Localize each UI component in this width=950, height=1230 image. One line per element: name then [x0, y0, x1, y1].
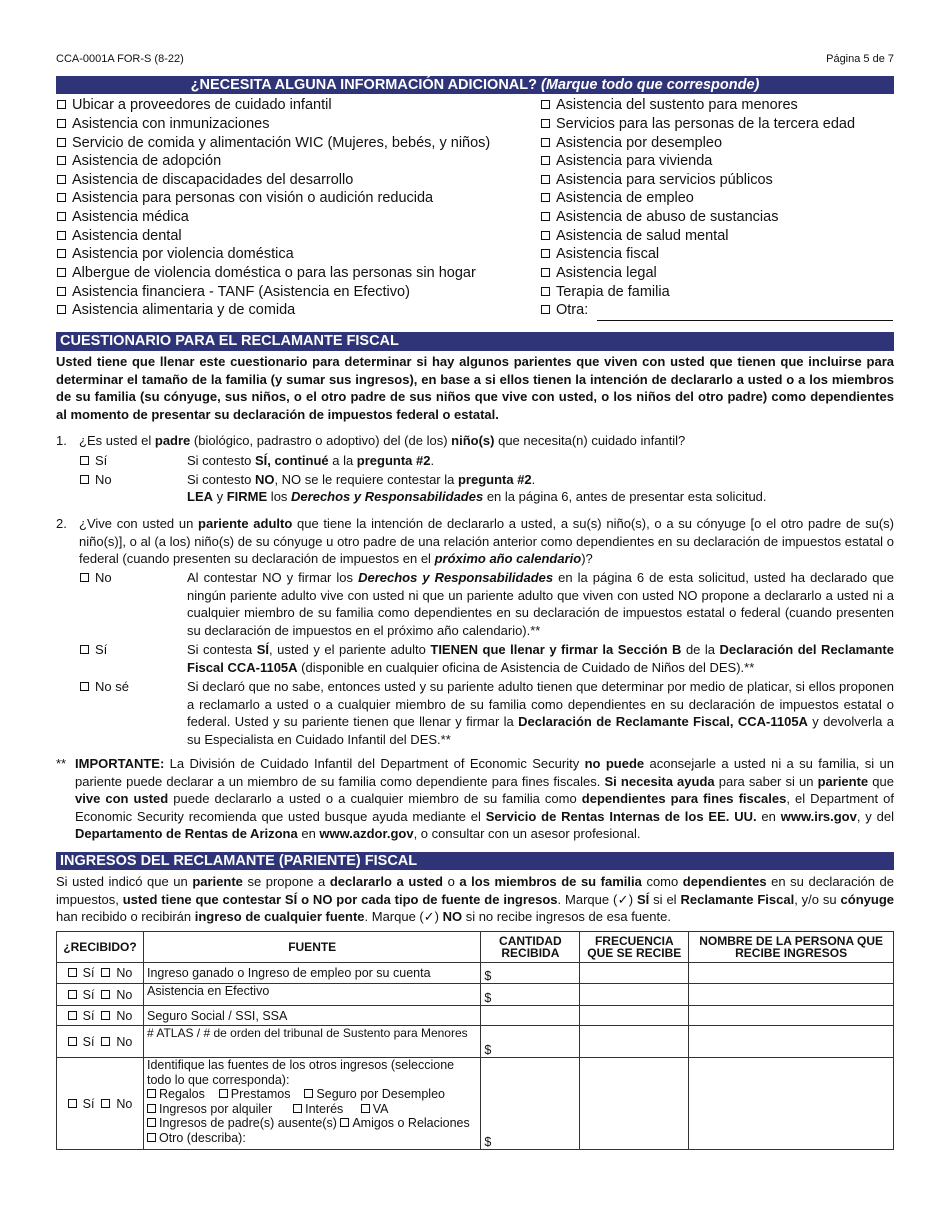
no-checkbox[interactable]: [101, 1011, 110, 1020]
recipient-cell[interactable]: [689, 963, 894, 984]
received-cell: Sí No: [57, 963, 144, 984]
income-table: [56, 931, 894, 1150]
info-option[interactable]: [541, 189, 694, 207]
info-option-label: Otra:: [556, 302, 589, 318]
checkbox[interactable]: [57, 119, 66, 128]
checkbox[interactable]: [541, 287, 550, 296]
q1-no-instruction-2: LEA y FIRME los Derechos y Responsabilidades en la página 6, antes de presentar esta solicitud.: [187, 489, 767, 504]
no-checkbox[interactable]: [101, 1037, 110, 1046]
received-cell: Sí No: [57, 1006, 144, 1026]
q1-text: ¿Es usted el padre (biológico, padrastro o adoptivo) del (de los) niño(s) que necesita(n) cuidado infantil?: [79, 433, 686, 448]
info-option[interactable]: [57, 96, 332, 114]
col-recipient: NOMBRE DE LA PERSONA QUE RECIBE INGRESOS: [689, 932, 894, 963]
info-option-label: Servicios para las personas de la tercera edad: [556, 116, 856, 132]
other-opt[interactable]: Prestamos: [219, 1087, 291, 1101]
questionnaire-banner: [56, 332, 894, 351]
checkbox[interactable]: [219, 1089, 228, 1098]
q1-no-instruction: Si contesto NO, NO se le requiere contestar la pregunta #2.: [187, 472, 536, 487]
received-cell: Sí No: [57, 1058, 144, 1150]
checkbox[interactable]: [80, 645, 89, 654]
table-row: [57, 963, 894, 984]
info-option-other[interactable]: [541, 301, 588, 319]
amount-cell[interactable]: $: [481, 1026, 580, 1058]
questionnaire-intro: Usted tiene que llenar este cuestionario para determinar si hay algunos parientes que viven con usted que tienen que incluirse para determinar el tamaño de la familia (y sumar sus ingresos), en base a si ellos tienen la intención de declararlo a usted o a los miembros de su familia (su cónyuge, sus niños, o el otro padre de sus niños que vive con usted, o los niños del otro padre) como dependientes al momento de presentar su declaración de impuestos federal o estatal.: [56, 354, 894, 422]
important-note: IMPORTANTE: La División de Cuidado Infantil del Department of Economic Security no puede aconsejarle a usted ni a su familia, si un pariente puede declarar a un miembro de su familia como dependiente para fines fiscales. Si necesita ayuda para saber si un pariente que vive con usted puede declararlo a usted o a cualquier miembro de su familia como dependientes para fines fiscales, el Department of Economic Security recomienda que usted busque ayuda mediante el Servicio de Rentas Internas de los EE. UU. en www.irs.gov, y del Departamento de Rentas de Arizona en www.azdor.gov, o consultar con un asesor profesional.: [75, 756, 895, 841]
checkbox[interactable]: [57, 231, 66, 240]
no-checkbox[interactable]: [101, 990, 110, 999]
yes-checkbox[interactable]: [68, 968, 77, 977]
info-option-label: Terapia de familia: [556, 284, 670, 300]
questionnaire-title: CUESTIONARIO PARA EL RECLAMANTE FISCAL: [60, 333, 399, 349]
info-option[interactable]: [57, 115, 269, 133]
note-mark: **: [56, 756, 67, 771]
other-opt[interactable]: Ingresos por alquiler: [147, 1102, 272, 1116]
checkbox[interactable]: [147, 1089, 156, 1098]
additional-info-banner: [56, 76, 894, 94]
checkbox[interactable]: [147, 1133, 156, 1142]
amount-cell[interactable]: $: [481, 1058, 580, 1150]
info-option-label: Asistencia médica: [72, 209, 189, 225]
income-title: INGRESOS DEL RECLAMANTE (PARIENTE) FISCAL: [60, 853, 418, 869]
checkbox[interactable]: [57, 175, 66, 184]
yes-checkbox[interactable]: [68, 990, 77, 999]
checkbox[interactable]: [541, 231, 550, 240]
checkbox[interactable]: [57, 156, 66, 165]
q2-text: ¿Vive con usted un pariente adulto que tiene la intención de declararlo a usted, a su(s) niño(s), o a su cónyuge [o el otro padre de su(s) niño(s)], o al (a los) niño(s) de su cónyuge u otro padre de una relación anterior como dependientes en su declaración de impuestos estatal o federal (cuando presenten su declaración de impuestos en el próximo año calendario)?: [79, 516, 894, 566]
checkbox[interactable]: [541, 156, 550, 165]
checkbox[interactable]: [304, 1089, 313, 1098]
frequency-cell[interactable]: [580, 1058, 689, 1150]
frequency-cell[interactable]: [580, 1026, 689, 1058]
checkbox[interactable]: [80, 456, 89, 465]
info-option-label: Asistencia de salud mental: [556, 228, 729, 244]
info-option-label: Servicio de comida y alimentación WIC (Mujeres, bebés, y niños): [72, 135, 491, 151]
option-label: No sé: [95, 679, 129, 694]
other-opt[interactable]: Ingresos de padre(s) ausente(s): [147, 1116, 337, 1130]
table-row: [57, 984, 894, 1006]
recipient-cell[interactable]: [689, 984, 894, 1006]
frequency-cell[interactable]: [580, 984, 689, 1006]
other-income-label: Identifique las fuentes de los otros ingresos (seleccione todo lo que corresponda):: [146, 1058, 455, 1087]
info-option-label: Asistencia de empleo: [556, 190, 694, 206]
recipient-cell[interactable]: [689, 1058, 894, 1150]
info-option[interactable]: [57, 189, 433, 207]
info-option[interactable]: [541, 115, 855, 133]
checkbox[interactable]: [361, 1104, 370, 1113]
info-option[interactable]: [541, 264, 657, 282]
info-option[interactable]: [57, 208, 189, 226]
info-option-label: Ubicar a proveedores de cuidado infantil: [72, 97, 332, 113]
info-option[interactable]: [541, 152, 712, 170]
checkbox[interactable]: [80, 573, 89, 582]
checkbox[interactable]: [57, 193, 66, 202]
table-row: [57, 1026, 894, 1058]
q2-unsure-instruction: Si declaró que no sabe, entonces usted y su pariente adulto tienen que determinar por medio de platicar, si ellos proponen a reclamarlo a usted o a cualquier miembro de su familia como dependientes en su declaración de impuestos estatal o federal. Usted y su pariente tienen que llenar y firmar la Declaración de Reclamante Fiscal, CCA-1105A y devolverla a su Especialista en Cuidado Infantil del DES.**: [187, 679, 894, 747]
col-amount: CANTIDAD RECIBIDA: [481, 932, 580, 963]
info-option-label: Asistencia con inmunizaciones: [72, 116, 270, 132]
amount-cell[interactable]: [481, 1006, 580, 1026]
option-label: No: [95, 570, 112, 585]
other-text-field[interactable]: [597, 320, 893, 321]
q2-option-no[interactable]: [80, 569, 112, 587]
yes-checkbox[interactable]: [68, 1099, 77, 1108]
checkbox[interactable]: [57, 287, 66, 296]
checkbox[interactable]: [57, 138, 66, 147]
info-option-label: Asistencia de abuso de sustancias: [556, 209, 779, 225]
checkbox[interactable]: [57, 249, 66, 258]
info-option-label: Asistencia de discapacidades del desarrollo: [72, 172, 354, 188]
info-option-label: Asistencia de adopción: [72, 153, 222, 169]
q1-option-yes[interactable]: [80, 452, 107, 470]
col-frequency: FRECUENCIA QUE SE RECIBE: [580, 932, 689, 963]
info-option-label: Asistencia del sustento para menores: [556, 97, 798, 113]
income-banner: [56, 852, 894, 870]
page-number: Página 5 de 7: [826, 53, 894, 65]
option-label: No: [95, 472, 112, 487]
other-opt[interactable]: Amigos o Relaciones: [340, 1116, 469, 1130]
info-option[interactable]: [57, 134, 490, 152]
checkbox[interactable]: [541, 119, 550, 128]
info-option[interactable]: [541, 171, 773, 189]
info-option-label: Asistencia para servicios públicos: [556, 172, 773, 188]
form-id: CCA-0001A FOR-S (8-22): [56, 53, 184, 65]
source-cell: [143, 1058, 480, 1150]
additional-info-subtitle: (Marque todo que corresponde): [541, 77, 760, 93]
q1-yes-instruction: Si contesto SÍ, continué a la pregunta #2.: [187, 453, 435, 468]
checkbox[interactable]: [80, 682, 89, 691]
info-option-label: Asistencia legal: [556, 265, 657, 281]
source-cell: Ingreso ganado o Ingreso de empleo por su cuenta: [143, 963, 480, 984]
info-option[interactable]: [57, 301, 295, 319]
amount-cell[interactable]: $: [481, 963, 580, 984]
checkbox[interactable]: [541, 175, 550, 184]
no-checkbox[interactable]: [101, 968, 110, 977]
option-label: Sí: [95, 642, 108, 657]
checkbox[interactable]: [57, 212, 66, 221]
no-checkbox[interactable]: [101, 1099, 110, 1108]
checkbox[interactable]: [541, 138, 550, 147]
table-row-other: [57, 1058, 894, 1150]
yes-checkbox[interactable]: [68, 1037, 77, 1046]
frequency-cell[interactable]: [580, 963, 689, 984]
checkbox[interactable]: [293, 1104, 302, 1113]
info-option[interactable]: [57, 264, 476, 282]
checkbox[interactable]: [57, 100, 66, 109]
checkbox[interactable]: [57, 305, 66, 314]
other-opt[interactable]: Otro (describa):: [147, 1131, 246, 1145]
col-received: ¿RECIBIDO?: [57, 932, 144, 963]
table-header-row: [57, 932, 894, 963]
received-cell: Sí No: [57, 1026, 144, 1058]
info-option-label: Asistencia por violencia doméstica: [72, 246, 294, 262]
other-opt[interactable]: Interés: [293, 1102, 343, 1116]
checkbox[interactable]: [541, 100, 550, 109]
info-option[interactable]: [57, 283, 410, 301]
source-cell: # ATLAS / # de orden del tribunal de Sustento para Menores: [143, 1026, 480, 1058]
info-option[interactable]: [541, 283, 670, 301]
info-option-label: Asistencia alimentaria y de comida: [72, 302, 296, 318]
checkbox[interactable]: [541, 212, 550, 221]
checkbox[interactable]: [541, 193, 550, 202]
info-option-label: Asistencia financiera - TANF (Asistencia en Efectivo): [72, 284, 410, 300]
other-opt[interactable]: VA: [361, 1102, 389, 1116]
amount-cell[interactable]: $: [481, 984, 580, 1006]
info-option[interactable]: [57, 152, 221, 170]
checkbox[interactable]: [541, 249, 550, 258]
q1-option-no[interactable]: [80, 471, 112, 489]
info-option-label: Asistencia por desempleo: [556, 135, 723, 151]
q2-yes-instruction: Si contesta SÍ, usted y el pariente adulto TIENEN que llenar y firmar la Sección B de la Declaración del Reclamante Fiscal CCA-1105A (disponible en cualquier oficina de Asistencia de Cuidado de Niños del DES).**: [187, 642, 894, 675]
checkbox[interactable]: [541, 268, 550, 277]
source-cell: Seguro Social / SSI, SSA: [143, 1006, 480, 1026]
q1-number: 1.: [56, 433, 67, 448]
checkbox[interactable]: [147, 1104, 156, 1113]
received-cell: Sí No: [57, 984, 144, 1006]
info-option-label: Asistencia dental: [72, 228, 182, 244]
info-option[interactable]: [541, 208, 778, 226]
q2-no-instruction: Al contestar NO y firmar los Derechos y Responsabilidades en la página 6 de esta solicitud, usted ha declarado que ningún pariente adulto vive con usted ni que un pariente adulto que viven con usted NO propone a declararlo a usted ni a cualquier miembro de su familia como dependientes en su declaración de impuestos estatal o federal (cuando presenten su declaración de impuestos en el próximo año calendario).**: [187, 570, 894, 638]
recipient-cell[interactable]: [689, 1006, 894, 1026]
checkbox[interactable]: [80, 475, 89, 484]
info-option-label: Albergue de violencia doméstica o para las personas sin hogar: [72, 265, 476, 281]
q2-number: 2.: [56, 516, 67, 531]
info-option[interactable]: [57, 171, 353, 189]
checkbox[interactable]: [340, 1118, 349, 1127]
income-intro: Si usted indicó que un pariente se propone a declararlo a usted o a los miembros de su familia como dependientes en su declaración de impuestos, usted tiene que contestar SÍ o NO por cada tipo de fuente de ingresos. Marque (✓) SÍ si el Reclamante Fiscal, y/o su cónyuge han recibido o recibirán ingreso de cualquier fuente. Marque (✓) NO si no recibe ingresos de esa fuente.: [56, 874, 894, 924]
checkbox[interactable]: [541, 305, 550, 314]
q2-option-yes[interactable]: [80, 641, 107, 659]
info-option[interactable]: [541, 245, 659, 263]
info-option[interactable]: [57, 227, 182, 245]
other-opt[interactable]: Regalos: [147, 1087, 205, 1101]
q2-option-unsure[interactable]: [80, 678, 129, 696]
recipient-cell[interactable]: [689, 1026, 894, 1058]
checkbox[interactable]: [57, 268, 66, 277]
yes-checkbox[interactable]: [68, 1011, 77, 1020]
source-cell: Asistencia en Efectivo: [143, 984, 480, 1006]
option-label: Sí: [95, 453, 108, 468]
frequency-cell[interactable]: [580, 1006, 689, 1026]
info-option[interactable]: [541, 96, 798, 114]
info-option[interactable]: [541, 134, 722, 152]
info-option[interactable]: [57, 245, 294, 263]
additional-info-title: ¿NECESITA ALGUNA INFORMACIÓN ADICIONAL?: [190, 77, 537, 93]
info-option-label: Asistencia para personas con visión o audición reducida: [72, 190, 434, 206]
other-opt[interactable]: Seguro por Desempleo: [304, 1087, 445, 1101]
info-option-label: Asistencia para vivienda: [556, 153, 713, 169]
info-option-label: Asistencia fiscal: [556, 246, 660, 262]
info-option[interactable]: [541, 227, 729, 245]
col-source: FUENTE: [143, 932, 480, 963]
checkbox[interactable]: [147, 1118, 156, 1127]
table-row: [57, 1006, 894, 1026]
